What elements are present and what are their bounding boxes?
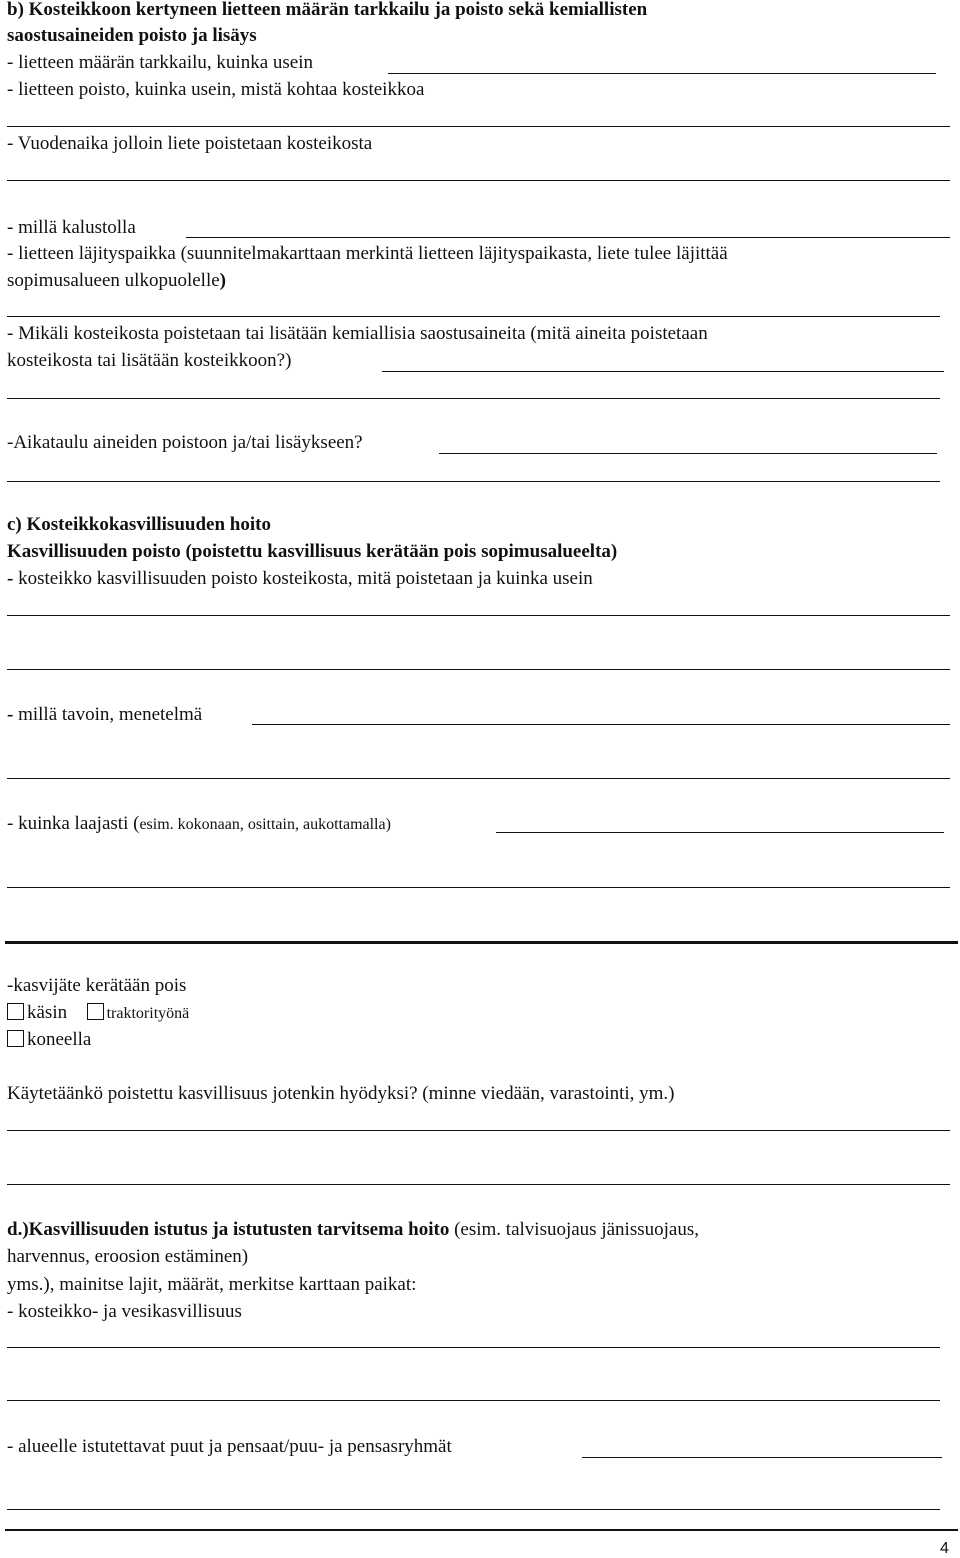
answer-line-chemicals-2[interactable] [7,398,940,399]
answer-line-sludge-removal[interactable] [7,126,950,127]
answer-line-wetland-2[interactable] [7,1400,940,1401]
answer-line-extent-2[interactable] [7,887,950,888]
method-dash: - [7,704,14,725]
answer-line-vegetation-removal-2[interactable] [7,669,950,670]
collection-options-row-1 [7,1001,189,1025]
section-d-heading-bold: d.)Kasvillisuuden istutus ja istutusten tarvitsema hoito [7,1219,450,1240]
checkbox-hand[interactable] [7,1003,24,1020]
method-text: millä tavoin, menetelmä [13,704,203,725]
question-vegetation-removal [7,567,593,591]
section-divider [5,941,958,944]
section-d-heading [7,1218,699,1242]
section-d-line-3: yms.), mainitse lajit, määrät, merkitse karttaan paikat: [7,1274,417,1295]
question-disposal-site: - lietteen läjityspaikka (suunnitelmakarttaan merkintä lietteen läjityspaikasta, liete tulee läjittää [7,243,728,264]
answer-line-schedule-1[interactable] [439,453,937,454]
option-tractor-label: traktorityönä [106,1005,190,1022]
question-wetland-vegetation: - kosteikko- ja vesikasvillisuus [7,1301,242,1322]
collection-options-row-2 [7,1028,91,1052]
answer-line-chemicals-1[interactable] [382,371,944,372]
vegetation-removal-text: kosteikko kasvillisuuden poisto kosteikosta, mitä poistetaan ja kuinka usein [13,568,593,589]
answer-line-vegetation-removal-1[interactable] [7,615,950,616]
answer-line-sludge-monitoring[interactable] [388,73,936,74]
answer-line-method-2[interactable] [7,778,950,779]
checkbox-tractor[interactable] [87,1003,104,1020]
section-d-line-2: harvennus, eroosion estäminen) [7,1246,249,1267]
answer-line-reuse-2[interactable] [7,1184,950,1185]
question-equipment: - millä kalustolla [7,217,136,238]
question-trees-shrubs: - alueelle istutettavat puut ja pensaat/puu- ja pensasryhmät [7,1436,452,1457]
section-b-heading-cont: saostusaineiden poisto ja lisäys [7,25,257,46]
answer-line-equipment[interactable] [186,237,950,238]
answer-line-trees-2[interactable] [7,1509,940,1510]
question-removal-season: - Vuodenaika jolloin liete poistetaan kosteikosta [7,133,373,154]
question-reuse: Käytetäänkö poistettu kasvillisuus jotenkin hyödyksi? (minne viedään, varastointi, ym.) [7,1083,675,1104]
extent-text: - kuinka laajasti ( [7,813,140,834]
answer-line-trees-1[interactable] [582,1457,942,1458]
footer-divider [5,1529,958,1531]
question-sludge-removal: - lietteen poisto, kuinka usein, mistä kohtaa kosteikkoa [7,79,425,100]
extent-examples: esim. kokonaan, osittain, aukottamalla) [139,816,391,833]
option-hand-label: käsin [27,1002,68,1023]
disposal-site-text: sopimusalueen ulkopuolelle [7,270,220,291]
vegetation-removal-dash: - [7,568,14,589]
question-collected: -kasvijäte kerätään pois [7,975,187,996]
disposal-site-paren: ) [219,270,226,291]
answer-line-extent-1[interactable] [496,832,944,833]
checkbox-machine[interactable] [7,1030,24,1047]
answer-line-removal-season[interactable] [7,180,950,181]
answer-line-schedule-2[interactable] [7,481,940,482]
answer-line-disposal-site[interactable] [7,316,940,317]
question-chemicals: - Mikäli kosteikosta poistetaan tai lisätään kemiallisia saostusaineita (mitä aineita poistetaan [7,323,708,344]
section-d-heading-rest: (esim. talvisuojaus jänissuojaus, [449,1219,699,1240]
question-disposal-site-cont [7,269,226,293]
section-c-heading: c) Kosteikkokasvillisuuden hoito [7,514,271,535]
question-extent [7,812,391,836]
question-sludge-monitoring: - lietteen määrän tarkkailu, kuinka usein [7,52,313,73]
option-machine-label: koneella [27,1029,92,1050]
question-schedule: -Aikataulu aineiden poistoon ja/tai lisäykseen? [7,432,363,453]
answer-line-method-1[interactable] [252,724,950,725]
answer-line-reuse-1[interactable] [7,1130,950,1131]
section-c-subheading: Kasvillisuuden poisto (poistettu kasvillisuus kerätään pois sopimusalueelta) [7,541,618,562]
section-b-heading: b) Kosteikkoon kertyneen lietteen määrän tarkkailu ja poisto sekä kemiallisten [7,0,648,20]
page-number: 4 [940,1540,949,1557]
answer-line-wetland-1[interactable] [7,1347,940,1348]
question-method [7,703,202,727]
question-chemicals-cont: kosteikosta tai lisätään kosteikkoon?) [7,350,292,371]
